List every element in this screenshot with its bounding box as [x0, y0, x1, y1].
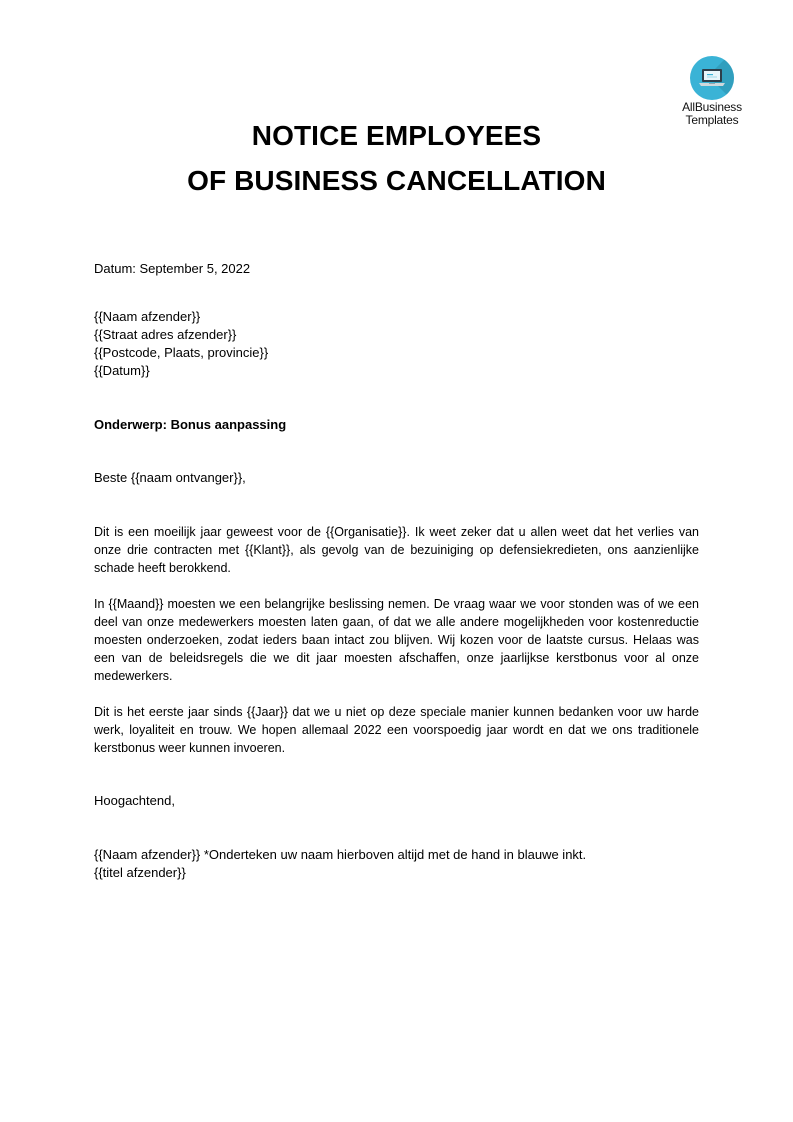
document-title-line2: OF BUSINESS CANCELLATION: [187, 165, 606, 196]
logo-badge: [690, 56, 734, 100]
paragraph-2: In {{Maand}} moesten we een belangrijke beslissing nemen. De vraag waar we voor stonden was of we een deel van onze medewerkers moesten laten gaan, of dat we alle andere mogelijkheden voor kostenreductie moesten onderzoeken, zodat ieders baan intact zou blijven. Wij kozen voor de laatste cursus. Helaas was een van de beleidsregels die we dit jaar moesten afschaffen, onze jaarlijkse kerstbonus voor al onze medewerkers.: [94, 597, 699, 683]
paragraph-3: Dit is het eerste jaar sinds {{Jaar}} dat we u niet op deze speciale manier kunnen bedanken voor uw harde werk, loyaliteit en trouw. We hopen allemaal 2022 een voorspoedig jaar wordt en dat we ons traditionele kerstbonus weer kunnen invoeren.: [94, 705, 699, 755]
document-title-line1: NOTICE EMPLOYEES: [251, 120, 542, 151]
logo-text-line2: Templates: [685, 113, 739, 127]
date-line: Datum: September 5, 2022: [94, 261, 251, 276]
signature-title: {{titel afzender}}: [94, 865, 186, 880]
laptop-icon: [699, 67, 725, 89]
sender-postcode: {{Postcode, Plaats, provincie}}: [94, 345, 269, 360]
allbusiness-templates-logo: [672, 56, 752, 127]
closing: Hoogachtend,: [94, 793, 175, 808]
logo-text-line1: AllBusiness: [682, 100, 742, 114]
salutation: Beste {{naam ontvanger}},: [94, 470, 246, 485]
sender-date: {{Datum}}: [94, 363, 150, 378]
signature-name: {{Naam afzender}} *Onderteken uw naam hierboven altijd met de hand in blauwe inkt.: [94, 847, 587, 862]
paragraph-1: Dit is een moeilijk jaar geweest voor de {{Organisatie}}. Ik weet zeker dat u allen weet dat het verlies van onze drie contracten met {{Klant}}, als gevolg van de bezuiniging op defensiekredieten, ons aanzienlijke schade heeft berokkend.: [94, 525, 699, 575]
sender-name: {{Naam afzender}}: [94, 309, 201, 324]
subject-line: Onderwerp: Bonus aanpassing: [94, 417, 287, 432]
sender-street: {{Straat adres afzender}}: [94, 327, 237, 342]
